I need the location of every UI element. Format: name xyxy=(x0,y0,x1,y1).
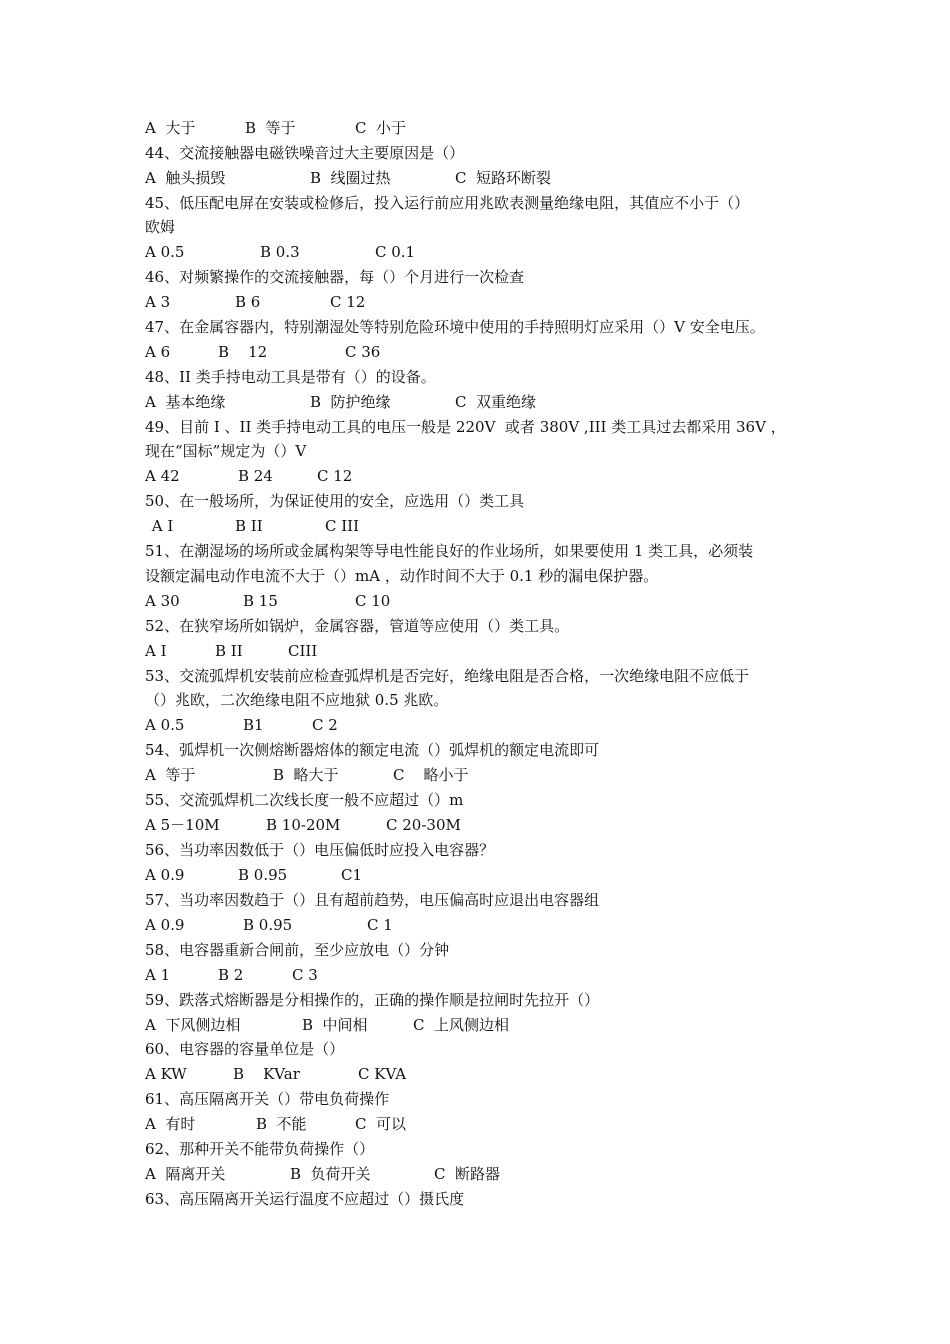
option-b: B II xyxy=(235,517,263,535)
question-text: （）兆欧，二次绝缘电阻不应地狱 0.5 兆欧。 xyxy=(145,691,449,709)
option-a: A KW xyxy=(145,1065,187,1083)
question-text: 56、当功率因数低于（）电压偏低时应投入电容器？ xyxy=(145,841,495,859)
option-b: B 24 xyxy=(238,467,273,485)
option-b: B 12 xyxy=(218,343,268,361)
option-a: A 5－10M xyxy=(145,816,220,834)
option-c: C 上风侧边相 xyxy=(413,1016,510,1034)
question-text: 50、在一般场所，为保证使用的安全，应选用（）类工具 xyxy=(145,492,525,510)
question-text: 52、在狭窄场所如锅炉，金属容器，管道等应使用（）类工具。 xyxy=(145,617,570,635)
option-b: B 略大于 xyxy=(273,766,339,784)
option-b: B 防护绝缘 xyxy=(310,393,391,411)
option-c: C 短路环断裂 xyxy=(455,169,552,187)
option-a: A 下风侧边相 xyxy=(145,1016,241,1034)
option-c: C 12 xyxy=(330,293,366,311)
question-text: 61、高压隔离开关（）带电负荷操作 xyxy=(145,1090,390,1108)
option-b: B 等于 xyxy=(245,119,296,137)
option-b: B 0.95 xyxy=(238,866,288,884)
question-text: 60、电容器的容量单位是（） xyxy=(145,1040,345,1058)
question-text: 现在“国标”规定为（）V xyxy=(145,442,307,460)
option-a: A 有时 xyxy=(145,1115,196,1133)
option-b: B 线圈过热 xyxy=(310,169,391,187)
option-c: CIII xyxy=(288,642,318,660)
option-b: B1 xyxy=(243,716,264,734)
option-b: B 15 xyxy=(243,592,278,610)
option-a: A I xyxy=(147,517,174,535)
question-text: 49、目前 I 、II 类手持电动工具的电压一般是 220V 或者 380V ,III 类工具过去都采用 36V ， xyxy=(145,418,786,436)
option-a: A 大于 xyxy=(145,119,196,137)
option-c: C 断路器 xyxy=(434,1165,501,1183)
option-a: A I xyxy=(145,642,167,660)
option-b: B 0.3 xyxy=(260,243,300,261)
question-text: 46、对频繁操作的交流接触器，每（）个月进行一次检查 xyxy=(145,268,525,286)
question-text: 58、电容器重新合闸前，至少应放电（）分钟 xyxy=(145,941,450,959)
option-a: A 42 xyxy=(145,467,180,485)
question-text: 55、交流弧焊机二次线长度一般不应超过（）m xyxy=(145,791,464,809)
option-c: C 小于 xyxy=(355,119,407,137)
option-a: A 30 xyxy=(145,592,180,610)
option-c: C III xyxy=(325,517,360,535)
option-c: C 3 xyxy=(292,966,318,984)
option-a: A 3 xyxy=(145,293,171,311)
option-b: B KVar xyxy=(233,1065,300,1083)
option-c: C 36 xyxy=(345,343,381,361)
option-c: C 20-30M xyxy=(386,816,461,834)
question-text: 62、那种开关不能带负荷操作（） xyxy=(145,1140,375,1158)
option-b: B II xyxy=(215,642,243,660)
question-text: 63、高压隔离开关运行温度不应超过（）摄氏度 xyxy=(145,1190,465,1208)
option-c: C1 xyxy=(341,866,363,884)
option-a: A 6 xyxy=(145,343,171,361)
question-text: 欧姆 xyxy=(145,218,176,236)
question-text: 53、交流弧焊机安装前应检查弧焊机是否完好，绝缘电阻是否合格，一次绝缘电阻不应低于 xyxy=(145,667,750,685)
option-c: C 0.1 xyxy=(375,243,416,261)
question-text: 45、低压配电屏在安装或检修后，投入运行前应用兆欧表测量绝缘电阻，其值应不小于（） xyxy=(145,194,750,212)
option-c: C 2 xyxy=(312,716,338,734)
option-a: A 0.9 xyxy=(145,866,185,884)
option-a: A 0.5 xyxy=(145,716,185,734)
option-c: C 10 xyxy=(355,592,391,610)
option-a: A 0.5 xyxy=(145,243,185,261)
option-c: C KVA xyxy=(358,1065,407,1083)
question-text: 51、在潮湿场的场所或金属构架等导电性能良好的作业场所，如果要使用 1 类工具，必须装 xyxy=(145,542,754,560)
option-c: C 可以 xyxy=(355,1115,407,1133)
question-text: 59、跌落式熔断器是分相操作的，正确的操作顺是拉闸时先拉开（） xyxy=(145,991,600,1009)
option-a: A 触头损毁 xyxy=(145,169,226,187)
option-a: A 隔离开关 xyxy=(145,1165,226,1183)
option-a: A 0.9 xyxy=(145,916,185,934)
question-text: 54、弧焊机一次侧熔断器熔体的额定电流（）弧焊机的额定电流即可 xyxy=(145,741,600,759)
option-b: B 2 xyxy=(218,966,244,984)
question-text: 48、II 类手持电动工具是带有（）的设备。 xyxy=(145,368,436,386)
option-c: C 略小于 xyxy=(393,766,469,784)
option-b: B 0.95 xyxy=(243,916,293,934)
option-b: B 不能 xyxy=(256,1115,307,1133)
question-text: 设额定漏电动作电流不大于（）mA ，动作时间不大于 0.1 秒的漏电保护器。 xyxy=(145,567,659,585)
option-b: B 6 xyxy=(235,293,261,311)
option-a: A 1 xyxy=(145,966,171,984)
option-a: A 等于 xyxy=(145,766,196,784)
option-b: B 负荷开关 xyxy=(290,1165,371,1183)
question-text: 44、交流接触器电磁铁噪音过大主要原因是（） xyxy=(145,144,465,162)
option-c: C 12 xyxy=(317,467,353,485)
question-text: 47、在金属容器内，特别潮湿处等特别危险环境中使用的手持照明灯应采用（）V 安全电压。 xyxy=(145,318,765,336)
option-b: B 10-20M xyxy=(266,816,341,834)
option-c: C 双重绝缘 xyxy=(455,393,537,411)
option-c: C 1 xyxy=(367,916,393,934)
option-b: B 中间相 xyxy=(302,1016,368,1034)
question-text: 57、当功率因数趋于（）且有超前趋势，电压偏高时应退出电容器组 xyxy=(145,891,600,909)
option-a: A 基本绝缘 xyxy=(145,393,226,411)
